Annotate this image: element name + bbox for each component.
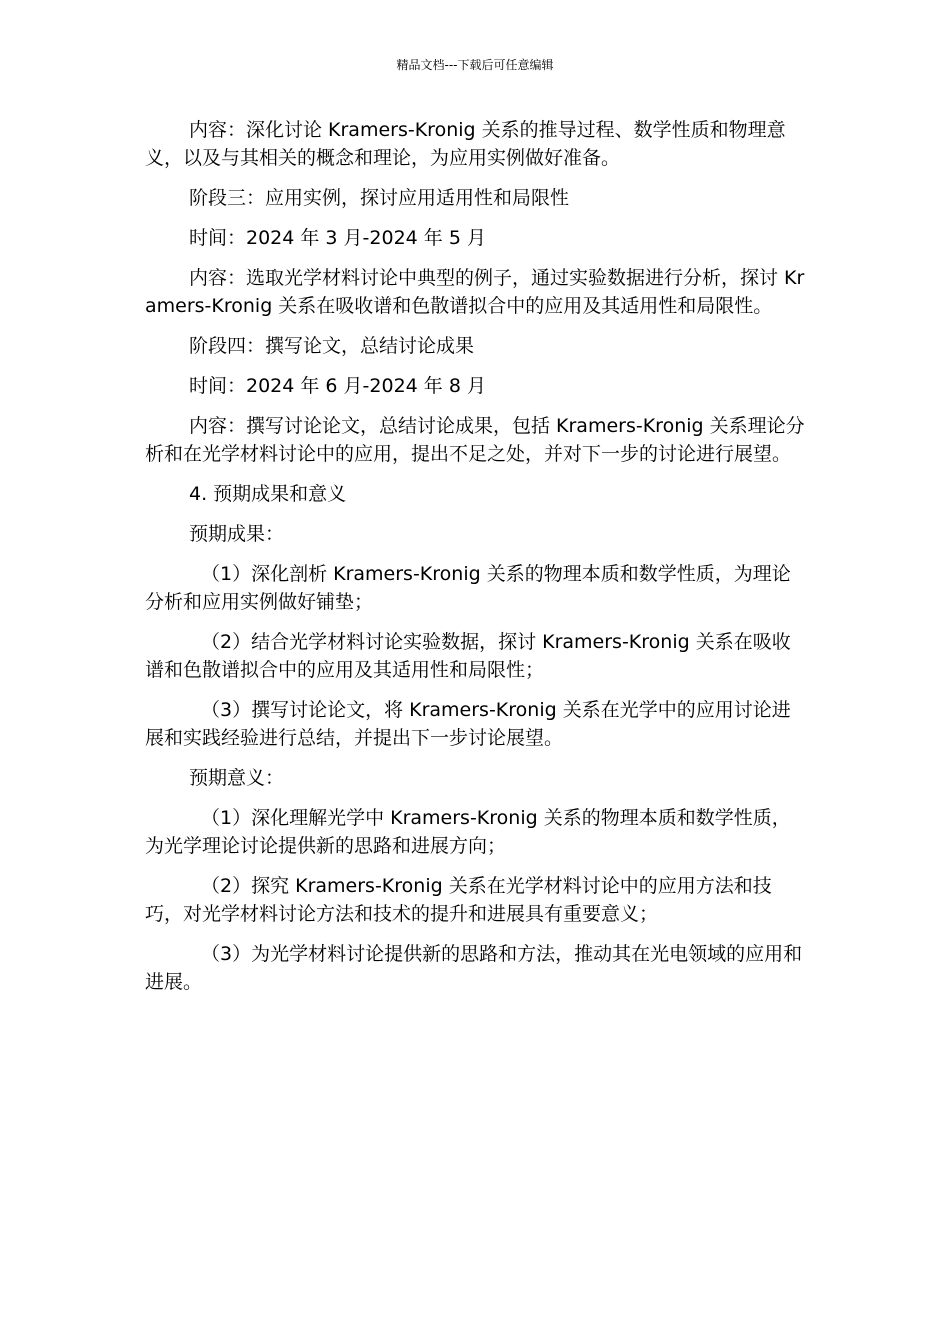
- paragraph-stage4-heading: 阶段四：撰写论文，总结讨论成果: [189, 335, 475, 357]
- expected-significance-label: 预期意义：: [189, 767, 285, 789]
- page-header: 精品文档---下载后可任意编辑: [396, 58, 554, 72]
- section-heading-outcomes: 4. 预期成果和意义: [189, 483, 347, 505]
- expected-result-item-1: （1）深化剖析 Kramers-Kronig 关系的物理本质和数学性质，为理论分析和应用实例做好铺垫；: [145, 563, 791, 613]
- expected-significance-item-1: （1）深化理解光学中 Kramers-Kronig 关系的物理本质和数学性质，为光学理论讨论提供新的思路和进展方向；: [145, 807, 791, 857]
- paragraph-content-stage2: 内容：深化讨论 Kramers-Kronig 关系的推导过程、数学性质和物理意义，以及与其相关的概念和理论，为应用实例做好准备。: [145, 119, 786, 169]
- paragraph-stage3-content: 内容：选取光学材料讨论中典型的例子，通过实验数据进行分析，探讨 Kramers-Kronig 关系在吸收谱和色散谱拟合中的应用及其适用性和局限性。: [145, 267, 805, 317]
- paragraph-stage3-heading: 阶段三：应用实例，探讨应用适用性和局限性: [189, 187, 570, 209]
- document-body: [145, 116, 807, 1008]
- paragraph-stage4-content: 内容：撰写讨论论文，总结讨论成果，包括 Kramers-Kronig 关系理论分析和在光学材料讨论中的应用，提出不足之处，并对下一步的讨论进行展望。: [145, 415, 805, 465]
- expected-result-item-2: （2）结合光学材料讨论实验数据，探讨 Kramers-Kronig 关系在吸收谱和色散谱拟合中的应用及其适用性和局限性；: [145, 631, 791, 681]
- expected-significance-item-2: （2）探究 Kramers-Kronig 关系在光学材料讨论中的应用方法和技巧，对光学材料讨论方法和技术的提升和进展具有重要意义；: [145, 875, 772, 925]
- paragraph-stage3-time: 时间：2024 年 3 月-2024 年 5 月: [189, 227, 486, 249]
- expected-results-label: 预期成果：: [189, 523, 285, 545]
- expected-significance-item-3: （3）为光学材料讨论提供新的思路和方法，推动其在光电领域的应用和进展。: [145, 943, 803, 993]
- paragraph-stage4-time: 时间：2024 年 6 月-2024 年 8 月: [189, 375, 486, 397]
- expected-result-item-3: （3）撰写讨论论文，将 Kramers-Kronig 关系在光学中的应用讨论进展和实践经验进行总结，并提出下一步讨论展望。: [145, 699, 791, 749]
